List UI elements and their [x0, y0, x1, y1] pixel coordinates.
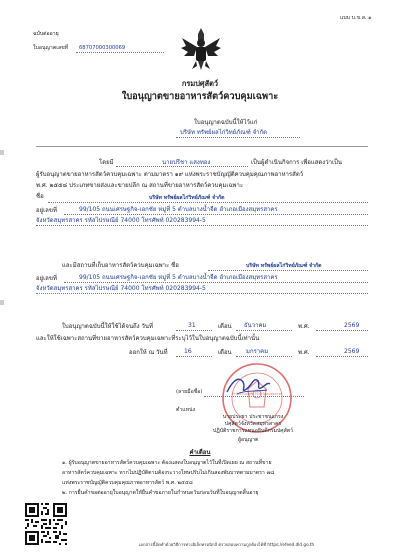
para3: พ.ศ. ๒๕๕๘ ประเภทขายส่งและขายปลีก ณ สถานที่ขายอาหารสัตว์ควบคุมเฉพาะ [36, 182, 244, 189]
by-label: โดยมี [99, 159, 114, 166]
qr-code-icon[interactable] [25, 503, 67, 545]
license-no-label: ใบอนุญาตเลขที่ [33, 45, 69, 51]
place-name-label: ชื่อ [36, 193, 44, 200]
page-title: ใบอนุญาตขายอาหารสัตว์ควบคุมเฉพาะ [121, 91, 279, 102]
until-month: ธันวาคม [244, 322, 267, 329]
address-line1: 99/105 ถนนเศรษฐกิจ-เอกชัย หมู่ที่ 5 ตำบลบางน้ำจืด อำเภอเมืองสมุทรสาคร [79, 206, 278, 213]
storage-address-label: อยู่เลขที่ [36, 275, 57, 282]
storage-intro: และมีสถานที่เก็บอาหารสัตว์ควบคุมเฉพาะ ชื่อ [62, 262, 179, 269]
until-year-label: พ.ศ. [298, 323, 310, 330]
address-line2: จังหวัดสมุทรสาคร รหัสไปรษณีย์ 74000 โทรศัพท์ 020283994-5 [36, 217, 206, 224]
signer-title-1: ปศุสัตว์จังหวัดสมุทรสาคร [224, 421, 282, 427]
renewal-line: ใบอนุญาตฉบับนี้ให้ไว้แก่ [194, 119, 258, 126]
copy-label: ฉบับต่ออายุ [33, 31, 59, 37]
issued-day: 16 [184, 348, 192, 355]
warnings-heading: คำเตือน [189, 449, 211, 456]
para2: ผู้รับอนุญาตขายอาหารสัตว์ควบคุมเฉพาะ ตามมาตรา ๑๙ แห่งพระราชบัญญัติควบคุมคุณภาพอาหารสัตว์ [36, 171, 304, 178]
garuda-emblem-icon [180, 26, 222, 72]
warning-1c: แห่งพระราชบัญญัติควบคุมคุณภาพอาหารสัตว์ พ.ศ. ๒๕๕๘ [62, 480, 193, 486]
authority-label: ผู้อนุญาต [238, 437, 259, 443]
seal-text: สำนักงานปศุสัตว์จังหวัดสมุทรสาคร [231, 392, 283, 396]
validity-prefix: ใบอนุญาตฉบับนี้ให้ใช้ได้จนถึง วันที่ [62, 323, 153, 330]
renewal-company: บริษัท ทรัพย์ผลไก่วิทย์ภัณฑ์ จำกัด [180, 129, 268, 136]
binder-mark [0, 300, 4, 305]
warning-1b: อาหารสัตว์ควบคุมเฉพาะ หากไม่ปฏิบัติตามต้องระวางโทษปรับไม่เกินสองพันบาทตามมาตรา ๗๘ [62, 470, 275, 476]
issued-year: 2569 [344, 348, 360, 355]
footer-note: เอกสารนี้จัดทำด้วยวิธีการทางอิเล็กทรอนิกส์ ตรวจสอบความถูกต้องได้ที่ https://efeed.dld.go.th [139, 542, 315, 547]
address-label: อยู่เลขที่ [36, 207, 57, 214]
warning-1a: ๑. ผู้รับอนุญาตขายอาหารสัตว์ควบคุมเฉพาะ ต้องแสดงใบอนุญาตไว้ในที่เปิดเผย ณ สถานที่ขาย [62, 460, 272, 466]
storage-name: บริษัท ทรัพย์ผลไก่วิทย์ภัณฑ์ จำกัด [246, 263, 322, 269]
validity-line2: และให้ใช้เฉพาะสถานที่ขายอาหารสัตว์ควบคุมเฉพาะที่ระบุไว้ในใบอนุญาตฉบับนี้เท่านั้น [36, 335, 260, 342]
place-name: บริษัท ทรัพย์ผลไก่วิทย์ภัณฑ์ จำกัด [149, 195, 225, 201]
issued-prefix: ออกให้ ณ วันที่ [129, 349, 168, 356]
handwritten-signature-icon [223, 372, 273, 398]
storage-address-line1: 99/105 ถนนเศรษฐกิจ-เอกชัย หมู่ที่ 5 ตำบลบางน้ำจืด อำเภอเมืองสมุทรสาคร [79, 274, 278, 281]
issued-year-label: พ.ศ. [298, 349, 310, 356]
until-month-label: เดือน [218, 323, 232, 330]
department-title: กรมปศุสัตว์ [181, 79, 219, 88]
warning-2: ๒. การยื่นคำขอต่ออายุใบอนุญาตให้ยื่นคำขอภายในกำหนดวันก่อนวันที่ใบอนุญาตสิ้นอายุ [62, 490, 259, 496]
position-label: ตำแหน่ง [176, 407, 196, 413]
signer-title-2: ปฏิบัติราชการแทนอธิบดีกรมปศุสัตว์ [212, 428, 294, 434]
issued-month-label: เดือน [218, 349, 232, 356]
issued-month: มกราคม [246, 348, 269, 355]
until-day: 31 [188, 322, 196, 329]
para1-end: เป็นผู้ดำเนินกิจการ เพื่อแสดงว่าเป็น [251, 159, 342, 166]
storage-address-line2: จังหวัดสมุทรสาคร รหัสไปรษณีย์ 74000 โทรศัพท์ 020283994-5 [36, 285, 206, 292]
person-name: นายปรีชา แสงทอง [162, 159, 211, 166]
signature-label: (ลายมือชื่อ) [176, 389, 203, 395]
signer-name: นายประชา ประชาชนแกรง [222, 414, 284, 420]
license-no: 68707000300069 [79, 45, 126, 51]
binder-mark [0, 150, 4, 155]
until-year: 2569 [344, 322, 360, 329]
form-code: แบบ บ.ข.ส. ๑ [340, 15, 372, 21]
